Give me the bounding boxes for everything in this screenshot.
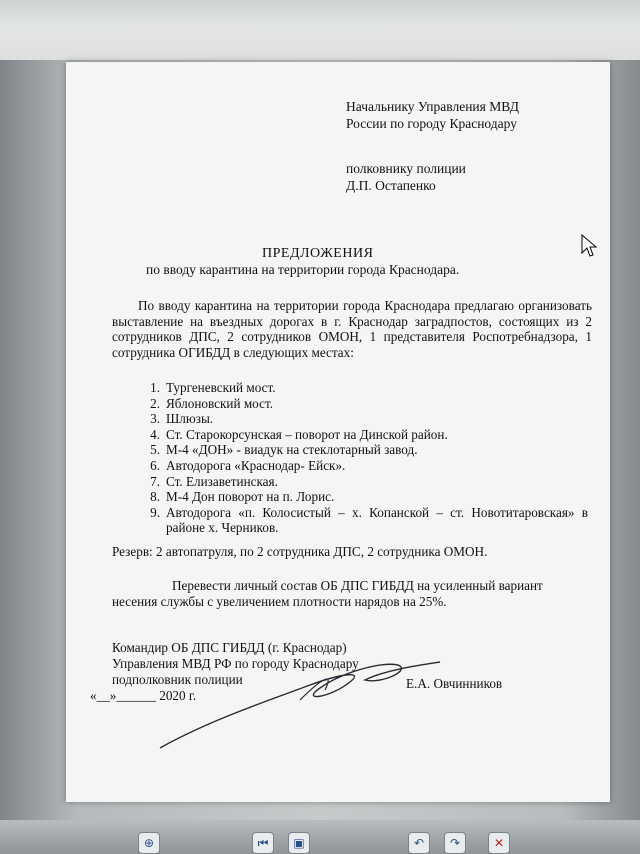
zoom-in-icon[interactable]: ⊕ [138, 832, 160, 854]
list-text: Шлюзы. [166, 411, 214, 427]
image-icon[interactable]: ▣ [288, 832, 310, 854]
document-date: «__»______ 2020 г. [90, 688, 197, 703]
locations-list [140, 380, 588, 536]
signature-line: Управления МВД РФ по городу Краснодару [112, 655, 359, 671]
list-text: Яблоновский мост. [166, 395, 274, 411]
list-item [140, 474, 588, 490]
list-text: Автодорога «Краснодар- Ейск». [166, 457, 346, 473]
viewer-toolbar [0, 820, 640, 854]
list-item [140, 380, 588, 396]
list-text: Тургеневский мост. [166, 380, 276, 395]
list-number: 7. [150, 473, 160, 489]
intro-paragraph-text: По вводу карантина на территории города Краснодара предлагаю организовать выставление на въездных дорогах в г. Краснодар заградпостов, состоящих из 2 сотрудников ДПС, 2 сотрудников ОМОН, 1 представителя Роспотребнадзора, 1 сотрудника ОГИБДД в следующих местах: [112, 298, 592, 360]
list-number: 9. [150, 504, 160, 520]
rotate-left-icon[interactable]: ↶ [408, 832, 430, 854]
handwritten-signature [150, 640, 450, 760]
addressee-line: Начальнику Управления МВД [346, 99, 519, 114]
intro-paragraph [112, 298, 592, 360]
list-number: 6. [150, 457, 160, 473]
list-item [140, 427, 588, 443]
signature-line: подполковник полиции [112, 671, 243, 687]
addressee-rank-line: полковнику полиции [346, 161, 466, 176]
first-page-icon[interactable]: ⏮ [252, 832, 274, 854]
list-number: 1. [150, 380, 160, 395]
list-number: 8. [150, 489, 160, 505]
list-item [140, 411, 588, 427]
list-number: 5. [150, 442, 160, 458]
list-item [140, 505, 588, 536]
signer-name: Е.А. Овчинников [406, 676, 503, 691]
list-text: Автодорога «п. Колосистый – х. Копанской – ст. Новотитаровская» в районе х. Черников. [166, 504, 588, 536]
list-number: 3. [150, 411, 160, 427]
list-item [140, 489, 588, 505]
rotate-right-icon[interactable]: ↷ [444, 832, 466, 854]
list-number: 2. [150, 395, 160, 411]
list-text: Ст. Елизаветинская. [166, 473, 278, 489]
document-title: ПРЕДЛОЖЕНИЯ [262, 246, 374, 261]
delete-icon[interactable]: ✕ [488, 832, 510, 854]
signature-line: Командир ОБ ДПС ГИБДД (г. Краснодар) [112, 640, 347, 655]
list-text: М-4 Дон поворот на п. Лорис. [166, 489, 335, 505]
addressee-rank-block [346, 160, 466, 194]
list-item [140, 396, 588, 412]
duty-paragraph [112, 578, 592, 609]
list-text: Ст. Старокорсунская – поворот на Динской район. [166, 426, 448, 442]
addressee-name-line: Д.П. Остапенко [346, 178, 436, 193]
reserve-line: Резерв: 2 автопатруля, по 2 сотрудника ДПС, 2 сотрудника ОМОН. [112, 544, 488, 559]
list-number: 4. [150, 426, 160, 442]
list-item [140, 442, 588, 458]
mouse-pointer-icon [581, 234, 597, 258]
document-subtitle: по вводу карантина на территории города Краснодара. [146, 262, 460, 277]
duty-paragraph-line: Перевести личный состав ОБ ДПС ГИБДД на усиленный вариант [172, 578, 543, 593]
list-text: М-4 «ДОН» - виадук на стеклотарный завод. [166, 442, 418, 458]
list-item [140, 458, 588, 474]
addressee-line: России по городу Краснодару [346, 116, 517, 131]
addressee-block [346, 98, 519, 132]
duty-paragraph-line: несения службы с увеличением плотности нарядов на 25%. [112, 593, 447, 609]
